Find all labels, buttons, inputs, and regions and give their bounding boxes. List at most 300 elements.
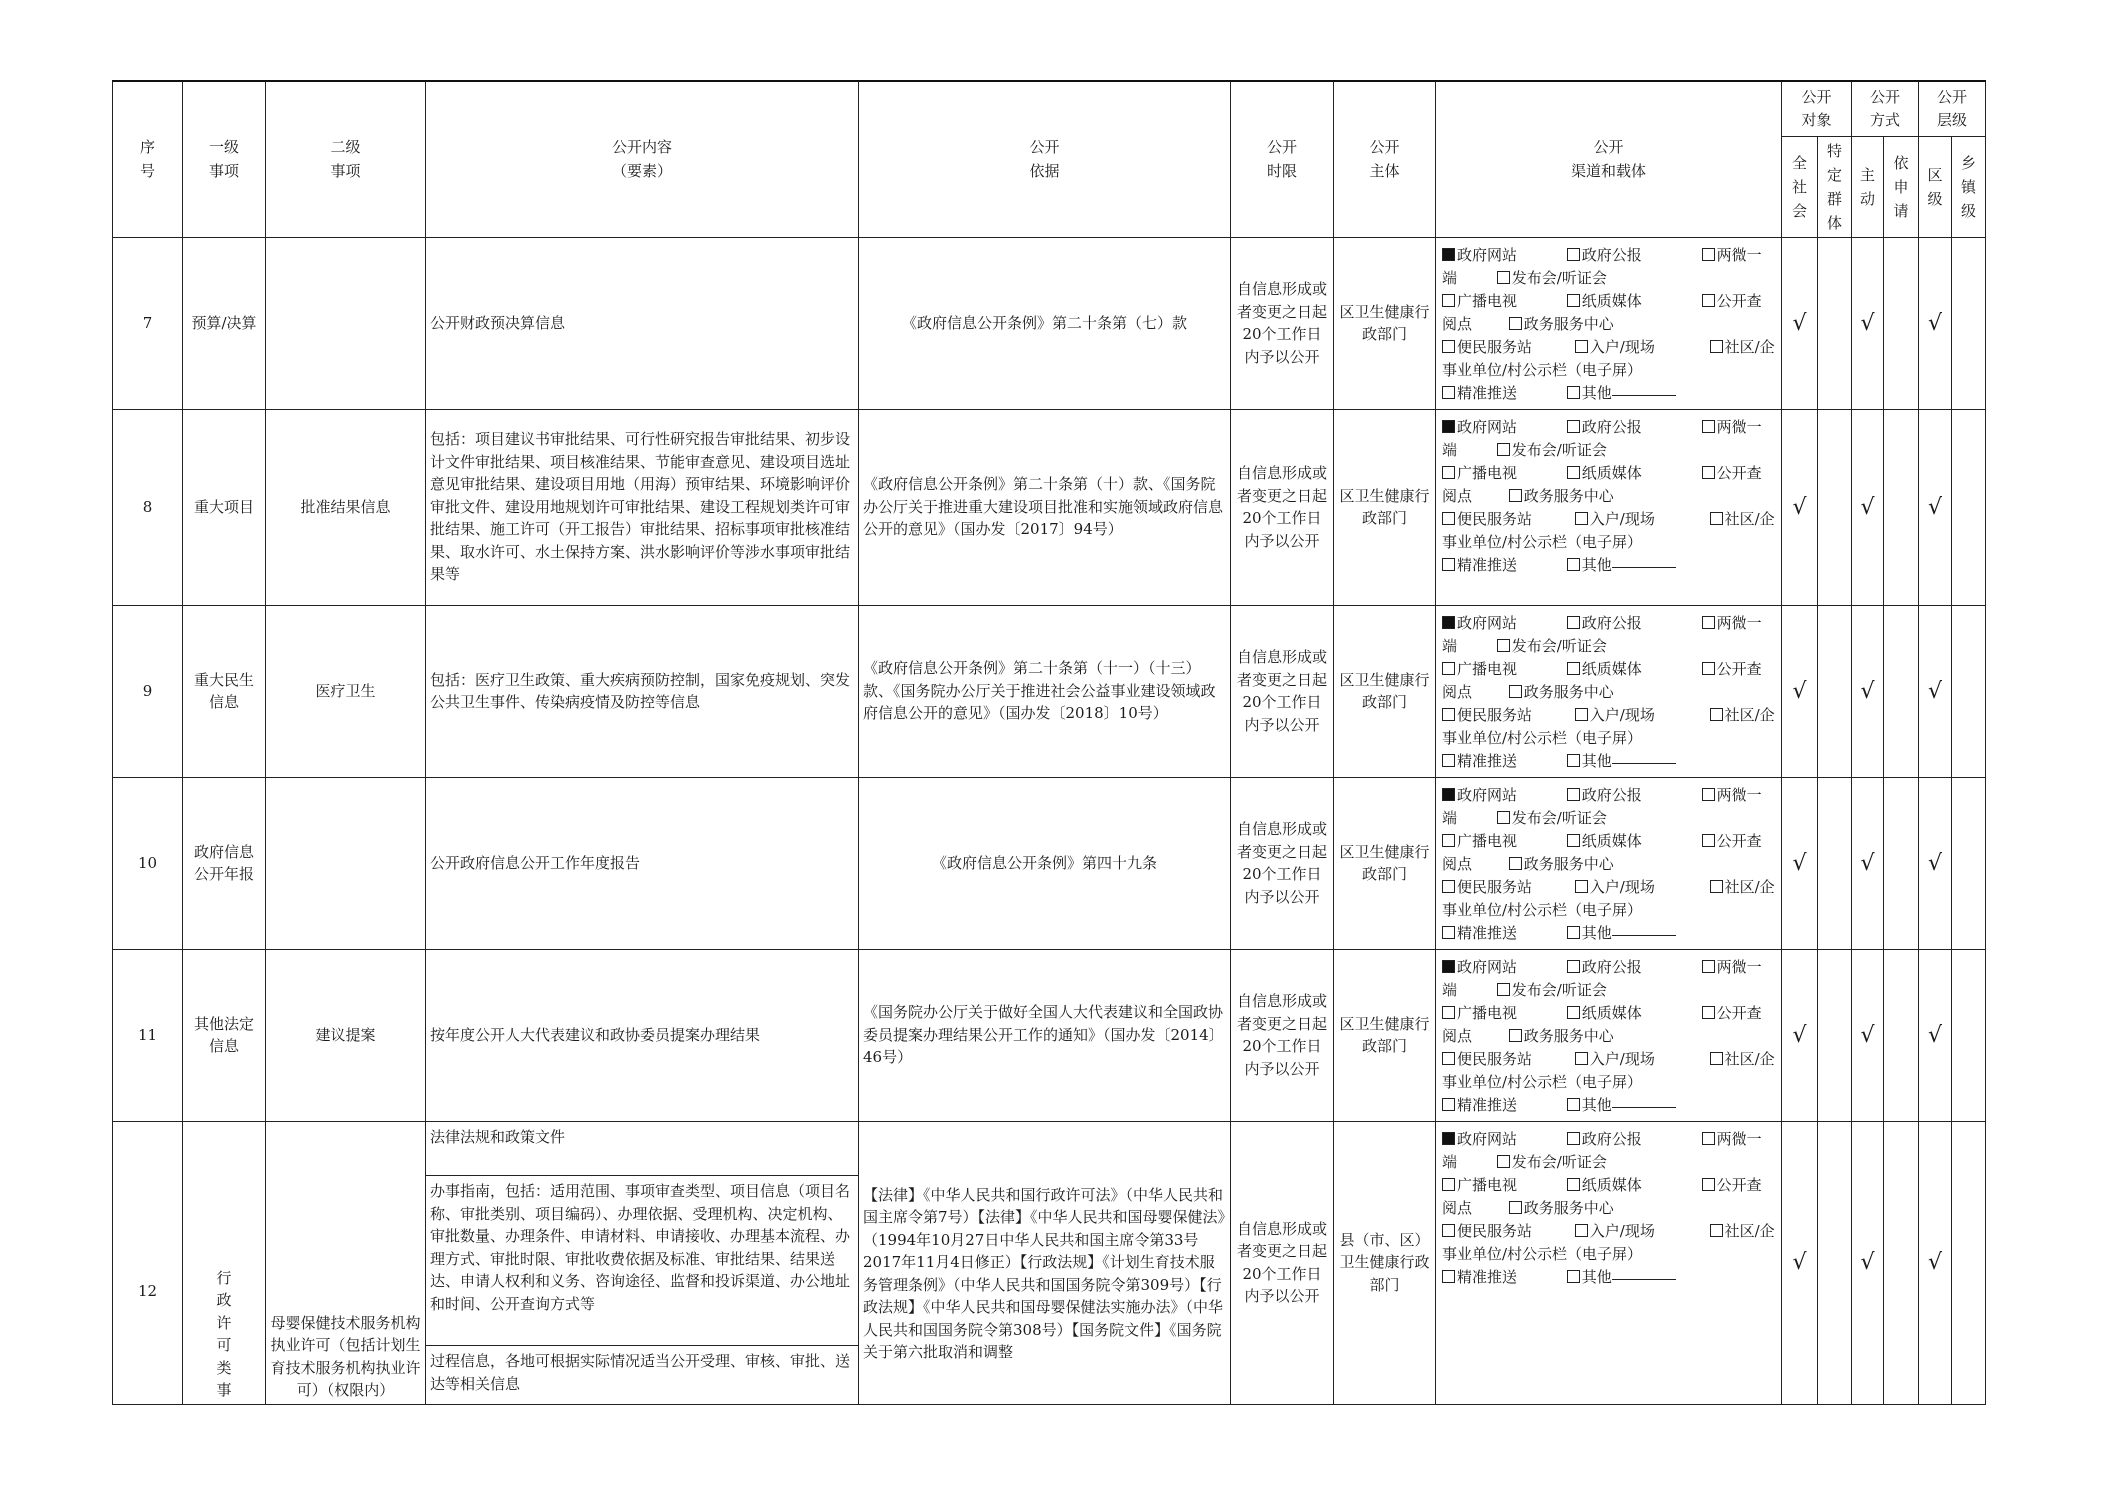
row-content: 按年度公开人大代表建议和政协委员提案办理结果	[426, 949, 859, 1121]
header-level-group: 公开 层级	[1919, 81, 1986, 136]
checkbox-icon	[1567, 616, 1580, 629]
check-mark-icon: √	[1792, 494, 1807, 520]
channel-option[interactable]: 政府公报	[1567, 956, 1697, 979]
check-mark-icon: √	[1792, 310, 1807, 336]
row-12-flag-3	[1884, 1121, 1919, 1404]
channel-continuation: 端	[1442, 268, 1458, 287]
header-subject: 公开 主体	[1334, 81, 1436, 237]
header-level1: 一级 事项	[183, 81, 266, 237]
checkbox-icon	[1509, 317, 1522, 330]
table-row	[113, 409, 1986, 605]
channel-option[interactable]: 发布会/听证会	[1497, 1151, 1607, 1174]
channel-option[interactable]: 精准推送	[1442, 922, 1562, 945]
level1-char: 许	[216, 1313, 232, 1332]
row-10-flag-4	[1919, 777, 1952, 949]
checkbox-icon	[1497, 1155, 1510, 1168]
checkbox-icon	[1567, 754, 1580, 767]
checkbox-icon	[1442, 1098, 1455, 1111]
checkbox-icon	[1567, 386, 1580, 399]
checkbox-icon	[1442, 616, 1455, 629]
checkbox-icon	[1710, 340, 1723, 353]
row-10-flag-0	[1782, 777, 1818, 949]
row-11-flag-0	[1782, 949, 1818, 1121]
channel-option[interactable]: 入户/现场	[1575, 704, 1705, 727]
channel-option[interactable]: 政府网站	[1442, 1128, 1562, 1151]
header-target-specific: 特 定 群 体	[1818, 136, 1852, 237]
checkbox-icon	[1702, 466, 1715, 479]
channel-option[interactable]: 纸质媒体	[1567, 290, 1697, 313]
channel-line-6	[1442, 531, 1775, 554]
row-seq: 10	[113, 777, 183, 949]
channel-option[interactable]: 政务服务中心	[1509, 1197, 1614, 1220]
row-level1: 重大民生信息	[183, 605, 266, 777]
content-item: 办事指南，包括：适用范围、事项审查类型、项目信息（项目名称、审批类别、项目编码）、办理依据、受理机构、决定机构、审批数量、办理条件、申请材料、申请接收、办理基本流程、办理方式、审批时限、审批收费依据及标准、审批结果、结果送达、申请人权利和义务、咨询途径、监督和投诉渠道、办公地址和时间、公开查询方式等	[426, 1176, 858, 1346]
channel-option[interactable]: 便民服务站	[1442, 508, 1570, 531]
row-content-list	[426, 1121, 859, 1404]
channel-option[interactable]: 政府网站	[1442, 784, 1562, 807]
channel-option[interactable]: 精准推送	[1442, 1266, 1562, 1289]
checkbox-icon	[1575, 880, 1588, 893]
row-channel	[1436, 237, 1782, 409]
checkbox-icon	[1442, 788, 1455, 801]
content-item: 过程信息，各地可根据实际情况适当公开受理、审核、审批、送达等相关信息	[430, 1352, 851, 1393]
check-mark-icon: √	[1927, 1250, 1943, 1275]
channel-option[interactable]: 其他	[1567, 922, 1676, 945]
check-mark-icon: √	[1792, 1250, 1807, 1275]
channel-option[interactable]: 政务服务中心	[1509, 1025, 1614, 1048]
checkbox-icon	[1567, 1178, 1580, 1191]
row-7-flag-3	[1884, 237, 1919, 409]
checkbox-icon	[1702, 662, 1715, 675]
checkbox-icon	[1710, 512, 1723, 525]
channel-option[interactable]: 社区/企	[1710, 336, 1775, 359]
channel-option[interactable]: 纸质媒体	[1567, 1174, 1697, 1197]
header-target-all: 全 社 会	[1782, 136, 1818, 237]
channel-option[interactable]: 便民服务站	[1442, 336, 1570, 359]
channel-continuation: 端	[1442, 980, 1458, 999]
checkbox-icon	[1442, 1178, 1455, 1191]
channel-option[interactable]: 纸质媒体	[1567, 658, 1697, 681]
row-content: 包括：医疗卫生政策、重大疾病预防控制，国家免疫规划、突发公共卫生事件、传染病疫情及防控等信息	[426, 605, 859, 777]
channel-continuation: 端	[1442, 636, 1458, 655]
checkbox-icon	[1567, 1006, 1580, 1019]
row-content: 公开政府信息公开工作年度报告	[426, 777, 859, 949]
channel-option[interactable]: 公开查	[1702, 830, 1762, 853]
channel-option[interactable]: 纸质媒体	[1567, 830, 1697, 853]
check-mark-icon: √	[1792, 850, 1807, 876]
channel-option[interactable]: 入户/现场	[1575, 336, 1705, 359]
checkbox-icon	[1442, 1132, 1455, 1145]
checkbox-icon	[1442, 420, 1455, 433]
channel-option[interactable]: 两微一	[1702, 956, 1762, 979]
checkbox-icon	[1567, 960, 1580, 973]
row-7-flag-2	[1852, 237, 1884, 409]
check-mark-icon: √	[1860, 494, 1875, 520]
checkbox-icon	[1710, 1224, 1723, 1237]
row-time-limit: 自信息形成或者变更之日起20个工作日内予以公开	[1231, 409, 1334, 605]
fill-in-blank[interactable]	[1612, 1278, 1676, 1280]
row-11-flag-1	[1818, 949, 1852, 1121]
row-subject: 县（市、区）卫生健康行政部门	[1334, 1121, 1436, 1404]
row-time-limit: 自信息形成或者变更之日起20个工作日内予以公开	[1231, 237, 1334, 409]
channel-option[interactable]: 公开查	[1702, 658, 1762, 681]
checkbox-icon	[1509, 1029, 1522, 1042]
row-11-flag-4	[1919, 949, 1952, 1121]
disclosure-table	[112, 80, 1986, 1405]
row-level2: 医疗卫生	[266, 605, 426, 777]
channel-line-7	[1442, 554, 1775, 577]
fill-in-blank[interactable]	[1612, 762, 1676, 764]
row-subject: 区卫生健康行政部门	[1334, 777, 1436, 949]
channel-option[interactable]: 发布会/听证会	[1497, 635, 1607, 658]
row-7-flag-5	[1952, 237, 1986, 409]
checkbox-icon	[1710, 708, 1723, 721]
checkbox-icon	[1442, 662, 1455, 675]
checkbox-icon	[1575, 340, 1588, 353]
channel-continuation: 端	[1442, 808, 1458, 827]
channel-option[interactable]: 发布会/听证会	[1497, 807, 1607, 830]
row-basis: 《国务院办公厅关于做好全国人大代表建议和全国政协委员提案办理结果公开工作的通知》（国办发〔2014〕46号）	[859, 949, 1231, 1121]
channel-line-4	[1442, 853, 1775, 876]
row-8-flag-5	[1952, 409, 1986, 605]
channel-option[interactable]: 公开查	[1702, 1174, 1762, 1197]
checkbox-icon	[1702, 616, 1715, 629]
channel-line-7	[1442, 1266, 1775, 1289]
channel-option[interactable]: 公开查	[1702, 1002, 1762, 1025]
table-row	[113, 237, 1986, 409]
channel-option[interactable]: 政务服务中心	[1509, 485, 1614, 508]
channel-option[interactable]: 入户/现场	[1575, 1048, 1705, 1071]
channel-line-2	[1442, 979, 1775, 1002]
channel-option[interactable]: 两微一	[1702, 244, 1762, 267]
channel-option[interactable]: 政府网站	[1442, 244, 1562, 267]
checkbox-icon	[1497, 811, 1510, 824]
checkbox-icon	[1497, 639, 1510, 652]
channel-option[interactable]: 公开查	[1702, 290, 1762, 313]
row-basis: 《政府信息公开条例》第二十条第（十）款、《国务院办公厅关于推进重大建设项目批准和实施领域政府信息公开的意见》（国办发〔2017〕94号）	[859, 409, 1231, 605]
row-level2	[266, 777, 426, 949]
channel-continuation: 端	[1442, 1152, 1458, 1171]
channel-line-6	[1442, 727, 1775, 750]
checkbox-icon	[1702, 420, 1715, 433]
checkbox-icon	[1442, 294, 1455, 307]
row-8-flag-3	[1884, 409, 1919, 605]
channel-line-3	[1442, 1174, 1775, 1197]
channel-line-4	[1442, 485, 1775, 508]
channel-line-2	[1442, 439, 1775, 462]
channel-option[interactable]: 公开查	[1702, 462, 1762, 485]
row-9-flag-0	[1782, 605, 1818, 777]
channel-line-5	[1442, 1048, 1775, 1071]
row-subject: 区卫生健康行政部门	[1334, 409, 1436, 605]
channel-option[interactable]: 政务服务中心	[1509, 313, 1614, 336]
channel-continuation: 事业单位/村公示栏（电子屏）	[1442, 360, 1643, 379]
channel-option[interactable]: 政务服务中心	[1509, 853, 1614, 876]
channel-option[interactable]: 发布会/听证会	[1497, 267, 1607, 290]
channel-line-3	[1442, 290, 1775, 313]
channel-line-6	[1442, 1071, 1775, 1094]
checkbox-icon	[1567, 1132, 1580, 1145]
checkbox-icon	[1702, 788, 1715, 801]
channel-line-1	[1442, 1128, 1775, 1151]
channel-line-5	[1442, 876, 1775, 899]
table-row	[113, 1121, 1986, 1404]
checkbox-icon	[1702, 1006, 1715, 1019]
channel-continuation: 事业单位/村公示栏（电子屏）	[1442, 1072, 1643, 1091]
channel-option[interactable]: 精准推送	[1442, 554, 1562, 577]
content-item: 法律法规和政策文件	[426, 1122, 858, 1176]
channel-option[interactable]: 发布会/听证会	[1497, 979, 1607, 1002]
row-10-flag-1	[1818, 777, 1852, 949]
channel-line-2	[1442, 807, 1775, 830]
channel-option[interactable]: 广播电视	[1442, 1002, 1562, 1025]
row-channel	[1436, 605, 1782, 777]
checkbox-icon	[1442, 754, 1455, 767]
row-9-flag-4	[1919, 605, 1952, 777]
row-11-flag-3	[1884, 949, 1919, 1121]
channel-line-6	[1442, 359, 1775, 382]
fill-in-blank[interactable]	[1612, 934, 1676, 936]
fill-in-blank[interactable]	[1612, 394, 1676, 396]
row-7-flag-4	[1919, 237, 1952, 409]
check-mark-icon: √	[1927, 678, 1943, 704]
row-level1	[183, 1121, 266, 1404]
header-channel: 公开 渠道和载体	[1436, 81, 1782, 237]
header-level2: 二级 事项	[266, 81, 426, 237]
checkbox-icon	[1442, 558, 1455, 571]
channel-option[interactable]: 纸质媒体	[1567, 462, 1697, 485]
channel-line-4	[1442, 313, 1775, 336]
fill-in-blank[interactable]	[1612, 1106, 1676, 1108]
channel-option[interactable]: 入户/现场	[1575, 876, 1705, 899]
channel-option[interactable]: 政务服务中心	[1509, 681, 1614, 704]
row-time-limit: 自信息形成或者变更之日起20个工作日内予以公开	[1231, 777, 1334, 949]
channel-line-2	[1442, 267, 1775, 290]
checkbox-icon	[1567, 248, 1580, 261]
check-mark-icon: √	[1860, 310, 1875, 336]
channel-option[interactable]: 政府公报	[1567, 1128, 1697, 1151]
check-mark-icon: √	[1860, 678, 1875, 704]
channel-continuation: 阅点	[1442, 1198, 1473, 1217]
channel-option[interactable]: 社区/企	[1710, 508, 1775, 531]
row-level1: 预算/决算	[183, 237, 266, 409]
channel-option[interactable]: 两微一	[1702, 612, 1762, 635]
row-seq: 11	[113, 949, 183, 1121]
channel-option[interactable]: 发布会/听证会	[1497, 439, 1607, 462]
header-method-group: 公开 方式	[1852, 81, 1919, 136]
level1-char: 政	[216, 1291, 232, 1309]
check-mark-icon: √	[1860, 1250, 1875, 1275]
checkbox-icon	[1442, 880, 1455, 893]
channel-option[interactable]: 社区/企	[1710, 704, 1775, 727]
checkbox-icon	[1497, 443, 1510, 456]
channel-option[interactable]: 其他	[1567, 1094, 1676, 1117]
row-subject: 区卫生健康行政部门	[1334, 605, 1436, 777]
checkbox-icon	[1567, 834, 1580, 847]
content-sub-table	[426, 1122, 858, 1401]
row-level2: 批准结果信息	[266, 409, 426, 605]
row-8-flag-0	[1782, 409, 1818, 605]
row-basis: 《政府信息公开条例》第二十条第（十一）（十三）款、《国务院办公厅关于推进社会公益事业建设领域政府信息公开的意见》（国办发〔2018〕10号）	[859, 605, 1231, 777]
check-mark-icon: √	[1927, 850, 1943, 876]
checkbox-icon	[1567, 1270, 1580, 1283]
checkbox-icon	[1575, 708, 1588, 721]
level1-char: 可	[216, 1336, 232, 1354]
checkbox-icon	[1710, 880, 1723, 893]
row-9-flag-5	[1952, 605, 1986, 777]
channel-option[interactable]: 政府公报	[1567, 244, 1697, 267]
row-10-flag-2	[1852, 777, 1884, 949]
header-method-active: 主 动	[1852, 136, 1884, 237]
checkbox-icon	[1702, 1132, 1715, 1145]
checkbox-icon	[1567, 662, 1580, 675]
channel-option[interactable]: 两微一	[1702, 1128, 1762, 1151]
row-channel	[1436, 409, 1782, 605]
channel-continuation: 事业单位/村公示栏（电子屏）	[1442, 1244, 1643, 1263]
checkbox-icon	[1442, 512, 1455, 525]
checkbox-icon	[1497, 983, 1510, 996]
checkbox-icon	[1442, 960, 1455, 973]
row-level2	[266, 237, 426, 409]
channel-continuation: 阅点	[1442, 682, 1473, 701]
content-sub-row	[426, 1346, 858, 1401]
channel-line-7	[1442, 382, 1775, 405]
channel-option[interactable]: 便民服务站	[1442, 876, 1570, 899]
channel-option[interactable]: 政府公报	[1567, 416, 1697, 439]
channel-option[interactable]: 政府公报	[1567, 784, 1697, 807]
table-row	[113, 949, 1986, 1121]
channel-option[interactable]: 精准推送	[1442, 750, 1562, 773]
row-seq: 7	[113, 237, 183, 409]
check-mark-icon: √	[1927, 1022, 1943, 1048]
checkbox-icon	[1442, 708, 1455, 721]
channel-continuation: 阅点	[1442, 1026, 1473, 1045]
channel-option[interactable]: 其他	[1567, 554, 1676, 577]
channel-line-6	[1442, 1243, 1775, 1266]
channel-line-1	[1442, 416, 1775, 439]
checkbox-icon	[1575, 1224, 1588, 1237]
channel-option[interactable]: 广播电视	[1442, 462, 1562, 485]
channel-line-4	[1442, 681, 1775, 704]
channel-option[interactable]: 入户/现场	[1575, 1220, 1705, 1243]
check-mark-icon: √	[1860, 850, 1875, 876]
channel-option[interactable]: 两微一	[1702, 416, 1762, 439]
channel-option[interactable]: 广播电视	[1442, 1174, 1562, 1197]
row-channel	[1436, 949, 1782, 1121]
row-11-flag-5	[1952, 949, 1986, 1121]
checkbox-icon	[1567, 294, 1580, 307]
channel-option[interactable]: 便民服务站	[1442, 1048, 1570, 1071]
channel-option[interactable]: 其他	[1567, 750, 1676, 773]
checkbox-icon	[1567, 466, 1580, 479]
channel-option[interactable]: 精准推送	[1442, 1094, 1562, 1117]
channel-option[interactable]: 政府网站	[1442, 416, 1562, 439]
channel-line-6	[1442, 899, 1775, 922]
checkbox-icon	[1442, 834, 1455, 847]
channel-option[interactable]: 精准推送	[1442, 382, 1562, 405]
channel-option[interactable]: 两微一	[1702, 784, 1762, 807]
row-basis: 【法律】《中华人民共和国行政许可法》（中华人民共和国主席令第7号）【法律】《中华人民共和国母婴保健法》（1994年10月27日中华人民共和国主席令第33号 2017年11月4日修正）【行政法规】《计划生育技术服务管理条例》（中华人民共和国国务院令第309号）【行政法规】《中华人民共和国母婴保健法实施办法》（中华人民共和国国务院令第308号）【国务院文件】《国务院关于第六批取消和调整	[859, 1121, 1231, 1404]
channel-option[interactable]: 广播电视	[1442, 830, 1562, 853]
row-seq: 8	[113, 409, 183, 605]
channel-option[interactable]: 纸质媒体	[1567, 1002, 1697, 1025]
fill-in-blank[interactable]	[1612, 566, 1676, 568]
row-time-limit: 自信息形成或者变更之日起20个工作日内予以公开	[1231, 605, 1334, 777]
channel-option[interactable]: 政府网站	[1442, 956, 1562, 979]
row-8-flag-1	[1818, 409, 1852, 605]
content-sub-row	[426, 1122, 858, 1176]
channel-continuation: 阅点	[1442, 486, 1473, 505]
row-time-limit: 自信息形成或者变更之日起20个工作日内予以公开	[1231, 1121, 1334, 1404]
channel-option[interactable]: 入户/现场	[1575, 508, 1705, 531]
channel-line-3	[1442, 462, 1775, 485]
table-row	[113, 605, 1986, 777]
channel-line-5	[1442, 336, 1775, 359]
row-level1: 重大项目	[183, 409, 266, 605]
checkbox-icon	[1509, 857, 1522, 870]
header-level-town: 乡 镇 级	[1952, 136, 1986, 237]
checkbox-icon	[1442, 926, 1455, 939]
checkbox-icon	[1702, 834, 1715, 847]
row-12-flag-5	[1952, 1121, 1986, 1404]
check-mark-icon: √	[1927, 494, 1943, 520]
header-method-request: 依 申 请	[1884, 136, 1919, 237]
row-level1: 政府信息公开年报	[183, 777, 266, 949]
table-body	[113, 237, 1986, 1404]
row-8-flag-2	[1852, 409, 1884, 605]
header-content: 公开内容 （要素）	[426, 81, 859, 237]
channel-option[interactable]: 其他	[1567, 1266, 1676, 1289]
channel-option[interactable]: 政府网站	[1442, 612, 1562, 635]
channel-line-1	[1442, 612, 1775, 635]
channel-option[interactable]: 社区/企	[1710, 876, 1775, 899]
checkbox-icon	[1567, 926, 1580, 939]
channel-option[interactable]: 广播电视	[1442, 290, 1562, 313]
checkbox-icon	[1567, 1098, 1580, 1111]
channel-option[interactable]: 便民服务站	[1442, 1220, 1570, 1243]
checkbox-icon	[1509, 685, 1522, 698]
row-7-flag-0	[1782, 237, 1818, 409]
check-mark-icon: √	[1792, 678, 1807, 704]
checkbox-icon	[1509, 1201, 1522, 1214]
row-channel	[1436, 1121, 1782, 1404]
checkbox-icon	[1567, 420, 1580, 433]
channel-option[interactable]: 政府公报	[1567, 612, 1697, 635]
row-8-flag-4	[1919, 409, 1952, 605]
channel-option[interactable]: 便民服务站	[1442, 704, 1570, 727]
header-basis: 公开 依据	[859, 81, 1231, 237]
level1-char: 类	[216, 1358, 232, 1377]
channel-option[interactable]: 其他	[1567, 382, 1676, 405]
channel-line-2	[1442, 1151, 1775, 1174]
channel-option[interactable]: 社区/企	[1710, 1048, 1775, 1071]
channel-option[interactable]: 社区/企	[1710, 1220, 1775, 1243]
table-row	[113, 777, 1986, 949]
row-level2: 建议提案	[266, 949, 426, 1121]
row-9-flag-1	[1818, 605, 1852, 777]
table-header	[113, 81, 1986, 237]
checkbox-icon	[1442, 340, 1455, 353]
channel-line-5	[1442, 704, 1775, 727]
channel-continuation: 事业单位/村公示栏（电子屏）	[1442, 532, 1643, 551]
row-10-flag-3	[1884, 777, 1919, 949]
row-12-flag-4	[1919, 1121, 1952, 1404]
row-time-limit: 自信息形成或者变更之日起20个工作日内予以公开	[1231, 949, 1334, 1121]
channel-option[interactable]: 广播电视	[1442, 658, 1562, 681]
content-sub-row	[426, 1176, 858, 1346]
level1-char: 事	[216, 1381, 232, 1399]
channel-line-4	[1442, 1025, 1775, 1048]
